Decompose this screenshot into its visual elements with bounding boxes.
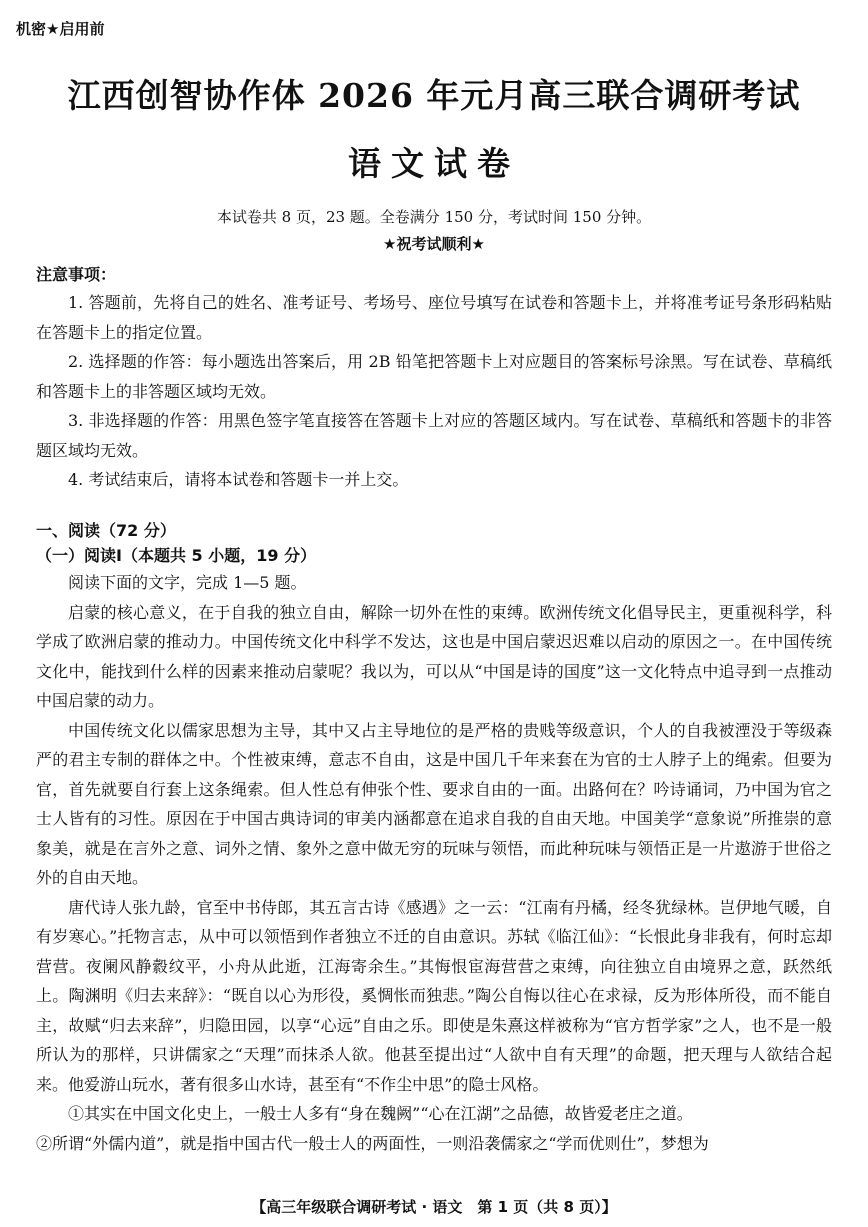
passage-paragraph: 中国传统文化以儒家思想为主导，其中又占主导地位的是严格的贵贱等级意识，个人的自我被湮没于等级森严的君主专制的群体之中。个性被束缚，意志不自由，这是中国几千年来套在为官的士人脖子上的绳索。但要为官，首先就要自行套上这条绳索。但人性总有伸张个性、要求自由的一面。出路何在？吟诗诵词，乃中国为官之士人皆有的习性。原因在于中国古典诗词的审美内涵都意在追求自我的自由天地。中国美学“意象说”所推崇的意象美，就是在言外之意、词外之情、象外之意中做无穷的玩味与领悟，而此种玩味与领悟正是一片遨游于世俗之外的自由天地。 (36, 720, 832, 887)
reading-passage (36, 568, 832, 1158)
page-title: 江西创智协作体 2026 年元月高三联合调研考试 (67, 76, 801, 115)
notice-list (36, 288, 832, 495)
passage-paragraph: 启蒙的核心意义，在于自我的独立自由，解除一切外在性的束缚。欧洲传统文化倡导民主，更重视科学，科学成了欧洲启蒙的推动力。中国传统文化中科学不发达，这也是中国启蒙迟迟难以启动的原因之一。在中国传统文化中，能找到什么样的因素来推动启蒙呢？我以为，可以从“中国是诗的国度”这一文化特点中追寻到一点推动中国启蒙的动力。 (36, 602, 832, 710)
section-heading: 一、阅读（72 分） (36, 521, 176, 540)
notice-item: 1. 答题前，先将自己的姓名、准考证号、考场号、座位号填写在试卷和答题卡上，并将准考证号条形码粘贴在答题卡上的指定位置。 (36, 293, 832, 342)
good-luck-line: ★祝考试顺利★ (383, 235, 485, 253)
exam-info: 本试卷共 8 页，23 题。全卷满分 150 分，考试时间 150 分钟。 (216, 208, 652, 226)
passage-paragraph: ①其实在中国文化史上，一般士人多有“身在魏阙”“心在江湖”之品德，故皆爱老庄之道。 (68, 1104, 693, 1123)
notice-item: 2. 选择题的作答：每小题选出答案后，用 2B 铅笔把答题卡上对应题目的答案标号涂黑。写在试卷、草稿纸和答题卡上的非答题区域均无效。 (36, 352, 832, 401)
passage-last-line: ②所谓“外儒内道”，就是指中国古代一般士人的两面性，一则沿袭儒家之“学而优则仕”，梦想为 (36, 1133, 709, 1153)
notice-item: 4. 考试结束后，请将本试卷和答题卡一并上交。 (68, 470, 409, 489)
notice-heading: 注意事项： (36, 265, 117, 284)
passage-paragraph: 唐代诗人张九龄，官至中书侍郎，其五言古诗《感遇》之一云：“江南有丹橘，经冬犹绿林。岂伊地气暖，自有岁寒心。”托物言志，从中可以领悟到作者独立不迁的自由意识。苏轼《临江仙》：“长恨此身非我有，何时忘却营营。夜阑风静縠纹平，小舟从此逝，江海寄余生。”其悔恨宦海营营之束缚，向往独立自由境界之意，跃然纸上。陶渊明《归去来辞》：“既自以心为形役，奚惆怅而独悲。”陶公自悔以往心在求禄，反为形体所役，而不能自主，故赋“归去来辞”，归隐田园，以享“心远”自由之乐。即使是朱熹这样被称为“官方哲学家”之人，也不是一般所认为的那样，只讲儒家之“天理”而抹杀人欲。他甚至提出过“人欲中自有天理”的命题，把天理与人欲结合起来。他爱游山玩水，著有很多山水诗，甚至有“不作尘中思”的隐士风格。 (36, 897, 832, 1094)
reading-instruction: 阅读下面的文字，完成 1—5 题。 (68, 573, 307, 592)
subsection-heading: （一）阅读Ⅰ（本题共 5 小题，19 分） (36, 546, 317, 565)
subject-title: 语文试卷 (348, 144, 520, 183)
confidential-label: 机密★启用前 (16, 20, 105, 38)
notice-item: 3. 非选择题的作答：用黑色签字笔直接答在答题卡上对应的答题区域内。写在试卷、草稿纸和答题卡的非答题区域均无效。 (36, 411, 832, 460)
page-footer: 【高三年级联合调研考试 · 语文 第 1 页（共 8 页）】 (251, 1198, 617, 1216)
